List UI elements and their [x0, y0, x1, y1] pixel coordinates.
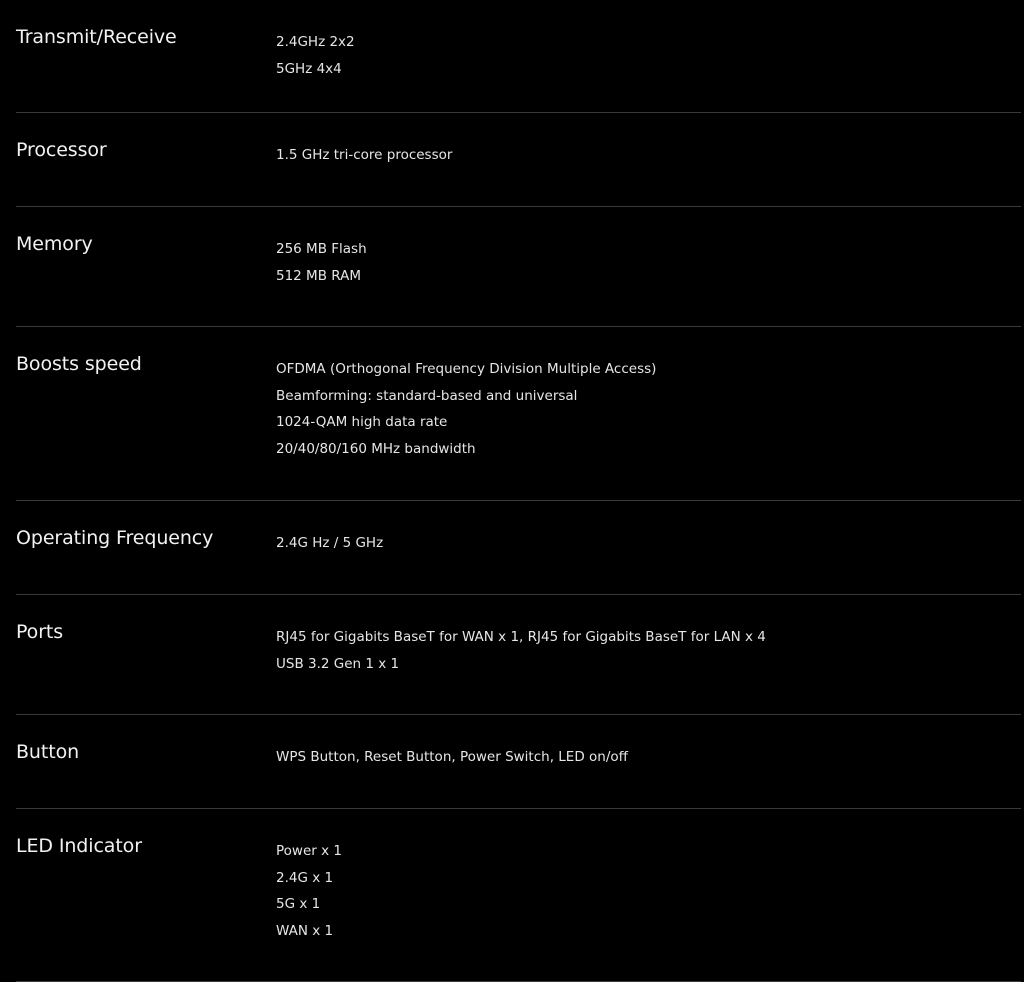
spec-row-transmit-receive [16, 0, 1021, 113]
spec-row-boosts-speed [16, 327, 1021, 501]
spec-value: USB 3.2 Gen 1 x 1 [276, 655, 400, 672]
spec-row-processor [16, 113, 1021, 207]
spec-value: 1024-QAM high data rate [276, 414, 448, 431]
spec-value: 20/40/80/160 MHz bandwidth [276, 440, 476, 457]
spec-label: Button [16, 741, 80, 763]
spec-value: 512 MB RAM [276, 267, 361, 284]
spec-values [276, 356, 656, 462]
spec-label: LED Indicator [16, 835, 142, 857]
spec-value: 5G x 1 [276, 896, 321, 913]
spec-values [276, 236, 367, 289]
spec-values [276, 530, 383, 557]
spec-value: 5GHz 4x4 [276, 60, 342, 77]
spec-value: RJ45 for Gigabits BaseT for WAN x 1, RJ45 for Gigabits BaseT for LAN x 4 [276, 629, 766, 645]
spec-value: Power x 1 [276, 843, 342, 859]
spec-row-ports [16, 595, 1021, 715]
spec-label: Ports [16, 621, 64, 643]
spec-value: 2.4G x 1 [276, 869, 334, 886]
spec-label: Operating Frequency [16, 527, 214, 549]
spec-label: Boosts speed [16, 353, 142, 375]
spec-label: Memory [16, 233, 93, 255]
spec-label: Transmit/Receive [16, 26, 177, 48]
spec-value: 256 MB Flash [276, 241, 367, 257]
spec-values [276, 29, 355, 82]
spec-value: 2.4GHz 2x2 [276, 34, 355, 50]
spec-values [276, 142, 452, 169]
spec-value: Beamforming: standard-based and universal [276, 387, 578, 404]
spec-value: 1.5 GHz tri-core processor [276, 147, 453, 163]
spec-value: OFDMA (Orthogonal Frequency Division Multiple Access) [276, 361, 657, 377]
spec-row-led-indicator [16, 809, 1021, 982]
spec-row-operating-frequency [16, 501, 1021, 595]
spec-value: 2.4G Hz / 5 GHz [276, 535, 384, 551]
spec-row-memory [16, 207, 1021, 327]
spec-label: Processor [16, 139, 107, 161]
spec-value: WAN x 1 [276, 922, 334, 939]
spec-values [276, 838, 342, 944]
spec-row-button [16, 715, 1021, 809]
spec-values [276, 624, 766, 677]
spec-value: WPS Button, Reset Button, Power Switch, LED on/off [276, 749, 628, 765]
spec-values [276, 744, 628, 771]
